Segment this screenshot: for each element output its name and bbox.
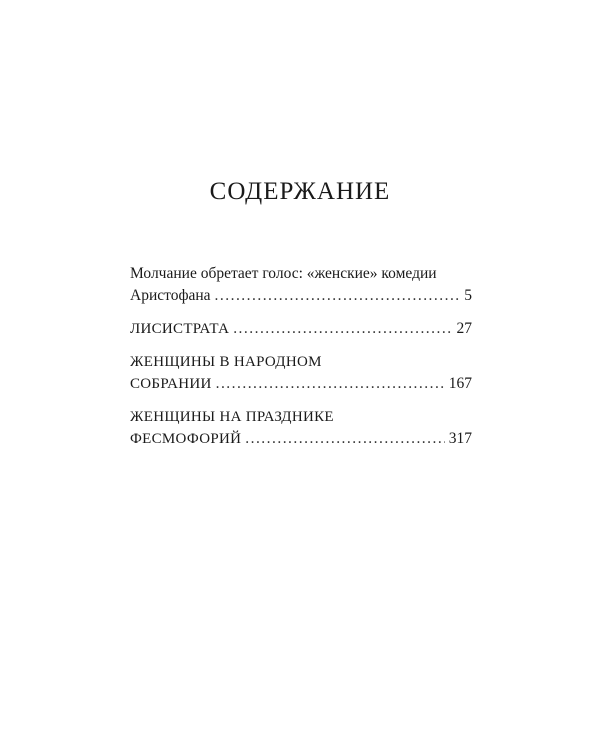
toc-entry-text: ЖЕНЩИНЫ НА ПРАЗДНИКЕ: [130, 409, 334, 425]
toc-entry-text: ЖЕНЩИНЫ В НАРОДНОМ: [130, 354, 322, 370]
page-title: СОДЕРЖАНИЕ: [209, 178, 391, 205]
dot-leader: [245, 428, 445, 450]
dot-leader: [216, 373, 445, 395]
toc-entry-text: Молчание обретает голос: «женские» комедии: [130, 265, 437, 282]
toc-entry-last-line: [130, 373, 472, 395]
toc-entry-assemblywomen[interactable]: [130, 351, 472, 395]
toc-entry-last-line: [130, 428, 472, 450]
toc-page-number: 317: [448, 430, 472, 447]
toc-entry-introduction[interactable]: [130, 263, 472, 307]
dot-leader: [215, 285, 461, 307]
table-of-contents: [130, 263, 472, 461]
toc-entry-text: Аристофана: [130, 287, 211, 304]
toc-entry-last-line: [130, 318, 472, 340]
toc-entry-thesmophoriazusae[interactable]: [130, 406, 472, 450]
toc-entry-text: СОБРАНИИ: [130, 376, 212, 392]
toc-page-number: 5: [464, 287, 472, 304]
toc-page-number: 167: [448, 375, 472, 392]
toc-page-number: 27: [456, 320, 472, 337]
toc-entry-last-line: [130, 285, 472, 307]
toc-entry-lysistrata[interactable]: [130, 318, 472, 340]
toc-entry-text: ФЕСМОФОРИЙ: [130, 431, 242, 447]
toc-entry-text: ЛИСИСТРАТА: [130, 321, 230, 337]
dot-leader: [233, 318, 452, 340]
